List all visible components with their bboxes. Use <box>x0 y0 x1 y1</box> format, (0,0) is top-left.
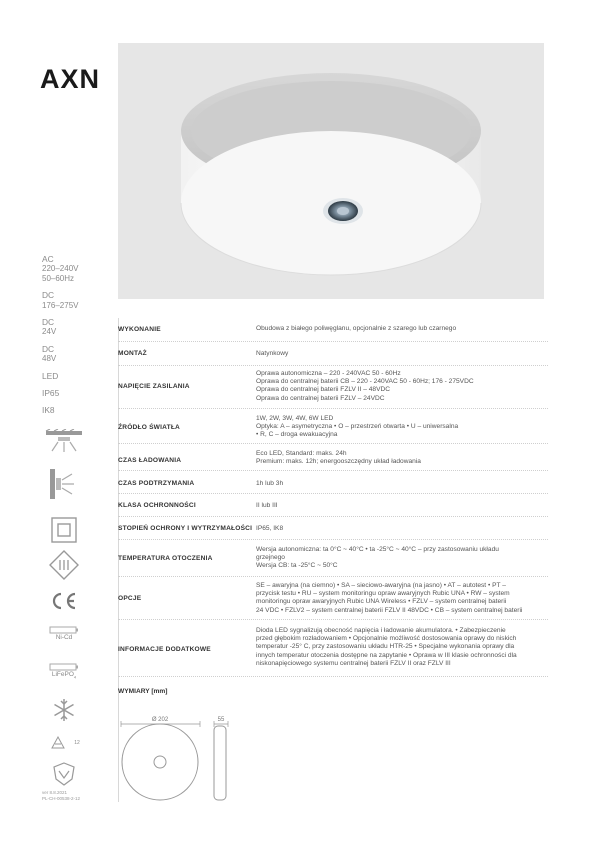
value-line: Dioda LED sygnalizują obecność napięcia i ładowanie akumulatora. • Zabezpieczenie <box>256 627 506 634</box>
value-line: przed głębokim rozładowaniem • Opcjonalnie możliwość dostosowania oprawy do niskich <box>256 635 517 643</box>
ceiling-mount-icon <box>40 428 88 458</box>
luminaire-image <box>118 43 544 299</box>
row-value <box>256 582 548 615</box>
row-label: NAPIĘCIE ZASILANIA <box>118 383 190 390</box>
dc-label-24: DC <box>42 317 55 328</box>
table-row <box>118 494 548 517</box>
value-line: Obudowa z białego poliwęglanu, opcjonalnie z szarego lub czarnego <box>256 325 457 332</box>
dc-voltage-24: 24V <box>42 327 57 337</box>
lifepo-subscript: 4 <box>73 674 77 680</box>
wall-mount-icon <box>40 467 88 501</box>
ni-cd-label: Ni-Cd <box>55 633 73 641</box>
table-row <box>118 540 548 577</box>
dc-voltage-cb: 176–275V <box>42 300 79 310</box>
energy-class-icon <box>40 733 88 753</box>
row-value <box>256 325 548 333</box>
value-line: 1h lub 3h <box>256 480 284 487</box>
value-line: Wersja autonomiczna: ta 0°C ~ 40°C • ta -25°C ~ 40°C – przy zastosowaniu układu <box>256 546 499 553</box>
value-line: IP65, IK8 <box>256 525 284 532</box>
value-line: Premium: maks. 12h; energooszczędny układ ładowania <box>256 458 421 466</box>
row-label: CZAS ŁADOWANIA <box>118 457 182 464</box>
table-row <box>118 620 548 677</box>
product-title: AXN <box>40 64 101 94</box>
table-row <box>118 517 548 540</box>
row-value <box>256 546 548 571</box>
row-label: ŹRÓDŁO ŚWIATŁA <box>118 424 181 431</box>
row-value <box>256 525 548 533</box>
row-value <box>256 627 548 668</box>
dc-voltage-48: 48V <box>42 354 57 364</box>
ni-cd-battery-icon <box>40 622 88 644</box>
value-line: Natynkowy <box>256 350 289 357</box>
footer-codes <box>42 790 80 801</box>
value-line: niskonapięciowego systemu centralnej baterii FZLV II oraz FZLV III <box>256 659 451 667</box>
row-value <box>256 415 548 440</box>
value-line: Eco LED, Standard: maks. 24h <box>256 450 347 457</box>
row-value <box>256 450 548 466</box>
ip-rating: IP65 <box>42 388 60 399</box>
dc-label-48: DC <box>42 343 55 354</box>
value-line: 24 VDC • FZLV2 – system centralnej baterii FZLV II 48VDC • CB – system centralnej baterii <box>256 606 523 614</box>
value-line: grzejnego <box>256 554 285 562</box>
ce-mark-icon <box>40 590 88 612</box>
row-label: STOPIEŃ OCHRONY I WYTRZYMAŁOŚCI <box>118 525 253 532</box>
value-line: II lub III <box>256 502 278 509</box>
row-label: KLASA OCHRONNOŚCI <box>118 502 196 509</box>
electrical-specs <box>42 255 112 424</box>
value-line: • R, C – droga ewakuacyjna <box>256 431 338 439</box>
value-line: Oprawa autonomiczna – 220 - 240VAC 50 - 60Hz <box>256 370 401 377</box>
table-row <box>118 409 548 444</box>
footer-code-2: PL-CH-00538-2-12 <box>42 795 81 801</box>
table-row <box>118 342 548 366</box>
row-label: INFORMACJE DODATKOWE <box>118 646 211 653</box>
value-line: Wersja CB: ta -25°C ~ 50°C <box>256 562 338 570</box>
table-row <box>118 366 548 409</box>
ac-label: AC <box>42 254 54 264</box>
row-label: CZAS PODTRZYMANIA <box>118 480 195 487</box>
value-line: temperatur -25° C, przy zastosowaniu układu HTR-25 • Specjalne wykonania oprawy dla <box>256 643 515 651</box>
row-label: TEMPERATURA OTOCZENIA <box>118 555 213 562</box>
led-label: LED <box>42 370 59 381</box>
class-iii-icon <box>40 548 88 582</box>
lifepo-battery-icon <box>40 660 88 682</box>
value-line: Oprawa do centralnej baterii FZLV – 24VDC <box>256 394 385 402</box>
table-row <box>118 318 548 342</box>
value-line: Oprawa do centralnej baterii FZLV II – 48VDC <box>256 386 391 394</box>
table-row <box>118 444 548 471</box>
diameter-label: Ø 202 <box>151 717 169 723</box>
cnbop-cert-icon <box>40 762 88 786</box>
row-value <box>256 350 548 358</box>
value-line: przycisk testu • RU – system monitoringu opraw awaryjnych Rubic UNA • RW – system <box>256 590 510 598</box>
product-photo <box>118 43 544 299</box>
footer-code-1: ver 8.8.2021 <box>42 790 68 795</box>
class-ii-icon <box>40 515 88 545</box>
value-line: Optyka: A – asymetryczna • O – przestrzeń otwarta • U – uniwersalna <box>256 423 459 431</box>
row-label: MONTAŻ <box>118 350 147 357</box>
ac-voltage: 220–240V <box>42 264 79 274</box>
ik-rating: IK8 <box>42 405 55 416</box>
dc-label: DC <box>42 290 55 301</box>
value-line: innych temperatur otoczenia dostępne na zapytanie • Oprawa w III klasie ochronności dla <box>256 651 517 659</box>
height-label: 55 <box>217 717 225 723</box>
row-label: OPCJE <box>118 595 142 602</box>
lifepo-label <box>52 671 76 679</box>
row-value <box>256 370 548 403</box>
table-row <box>118 577 548 620</box>
row-value <box>256 502 548 510</box>
ac-frequency: 50–60Hz <box>42 273 75 283</box>
value-line: SE – awaryjna (na ciemno) • SA – sieciowo-awaryjna (na jasno) • AT – autotest • PT – <box>256 582 506 589</box>
value-line: monitoringu opraw awaryjnych Rubic UNA Wireless • FZLV – system centralnej baterii <box>256 598 507 606</box>
table-row <box>118 471 548 494</box>
dimensions-title: WYMIARY [mm] <box>118 688 168 695</box>
row-label: WYKONANIE <box>118 326 161 333</box>
snowflake-icon <box>40 695 88 725</box>
row-value <box>256 480 548 488</box>
value-line: Oprawa do centralnej baterii CB – 220 - 240VAC 50 - 60Hz; 176 - 275VDC <box>256 378 474 386</box>
dimension-drawing <box>118 712 248 802</box>
value-line: 1W, 2W, 3W, 4W, 6W LED <box>256 415 334 422</box>
ec-number: 12 <box>74 740 80 746</box>
lifepo-text: LiFePO <box>51 670 74 678</box>
